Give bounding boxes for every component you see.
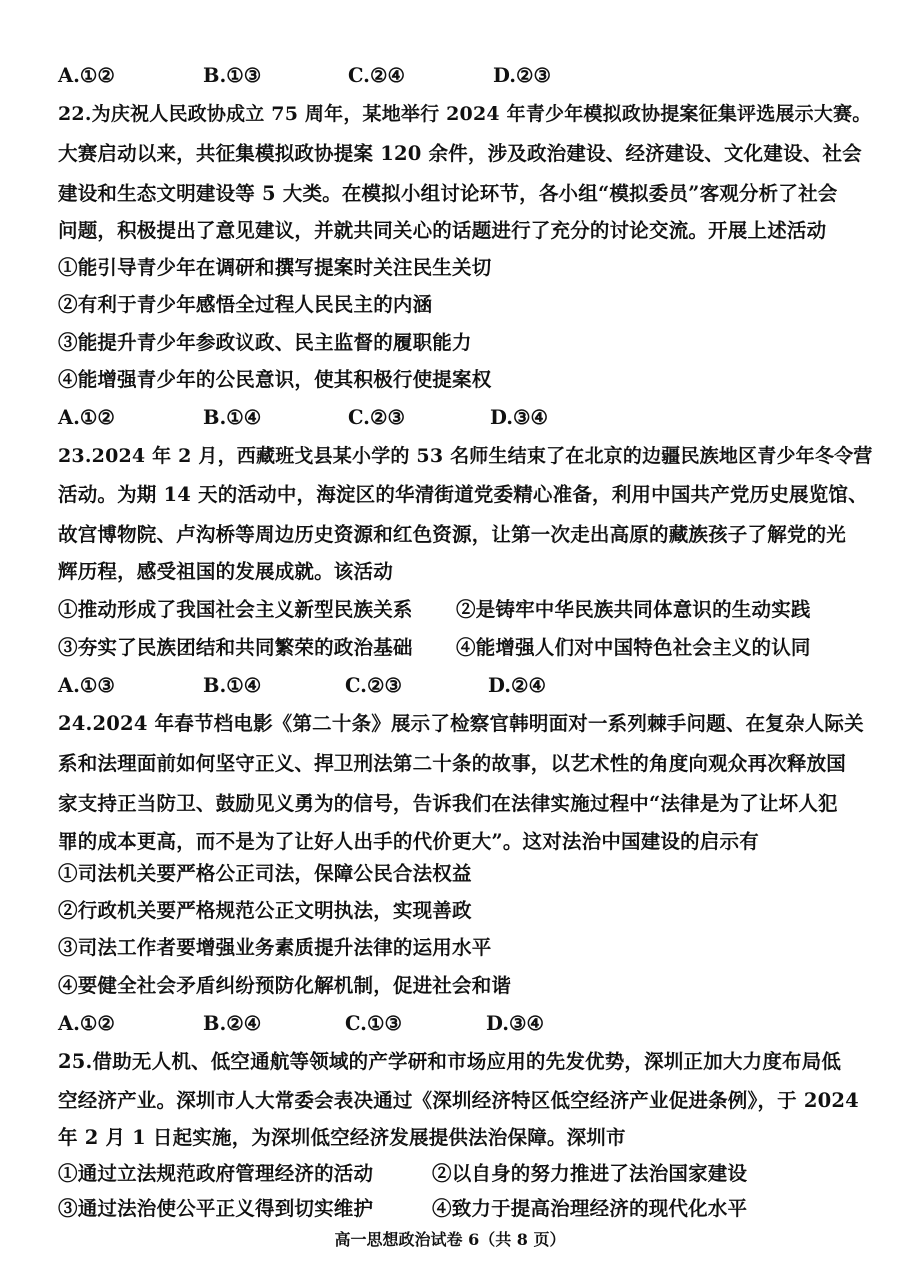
q25-statement-4: ④致力于提高治理经济的现代化水平 <box>432 1197 748 1220</box>
q22-statement-2: ②有利于青少年感悟全过程人民民主的内涵 <box>58 293 433 316</box>
q22-line-2: 大赛启动以来，共征集模拟政协提案 120 余件，涉及政治建设、经济建设、文化建设、社会 <box>58 142 862 165</box>
q23-statement-1: ①推动形成了我国社会主义新型民族关系 <box>58 598 413 621</box>
option-b: B.①③ <box>203 64 262 87</box>
q22-statement-4: ④能增强青少年的公民意识，使其积极行使提案权 <box>58 368 492 391</box>
q24-line-1: 24.2024 年春节档电影《第二十条》展示了检察官韩明面对一系列棘手问题、在复杂人际关 <box>58 712 864 735</box>
option-d: D.②④ <box>488 674 546 697</box>
option-a: A.①② <box>58 406 115 429</box>
q25-statement-2: ②以自身的努力推进了法治国家建设 <box>432 1162 748 1185</box>
q25-line-2: 空经济产业。深圳市人大常委会表决通过《深圳经济特区低空经济产业促进条例》，于 2024 <box>58 1089 859 1112</box>
q22-line-3: 建设和生态文明建设等 5 大类。在模拟小组讨论环节，各小组“模拟委员”客观分析了社会 <box>58 182 838 205</box>
q25-line-1: 25.借助无人机、低空通航等领域的产学研和市场应用的先发优势，深圳正加大力度布局低 <box>58 1050 842 1073</box>
option-a: A.①② <box>58 64 115 87</box>
option-c: C.②③ <box>345 674 402 697</box>
q22-statement-3: ③能提升青少年参政议政、民主监督的履职能力 <box>58 331 472 354</box>
q24-line-3: 家支持正当防卫、鼓励见义勇为的信号，告诉我们在法律实施过程中“法律是为了让坏人犯 <box>58 792 838 815</box>
option-b: B.①④ <box>203 674 262 697</box>
q23-line-3: 故宫博物院、卢沟桥等周边历史资源和红色资源，让第一次走出高原的藏族孩子了解党的光 <box>58 523 847 546</box>
q23-statement-2: ②是铸牢中华民族共同体意识的生动实践 <box>456 598 811 621</box>
q23-statement-4: ④能增强人们对中国特色社会主义的认同 <box>456 636 811 659</box>
q25-line-3: 年 2 月 1 日起实施，为深圳低空经济发展提供法治保障。深圳市 <box>58 1126 626 1149</box>
q22-statement-1: ①能引导青少年在调研和撰写提案时关注民生关切 <box>58 256 492 279</box>
q25-statement-3: ③通过法治使公平正义得到切实维护 <box>58 1197 374 1220</box>
q24-statement-2: ②行政机关要严格规范公正文明执法，实现善政 <box>58 899 472 922</box>
option-b: B.②④ <box>203 1012 262 1035</box>
option-d: D.③④ <box>490 406 548 429</box>
q25-statement-1: ①通过立法规范政府管理经济的活动 <box>58 1162 374 1185</box>
q22-line-4: 问题，积极提出了意见建议，并就共同关心的话题进行了充分的讨论交流。开展上述活动 <box>58 219 827 242</box>
page-footer: 高一思想政治试卷 6（共 8 页） <box>334 1230 566 1249</box>
option-d: D.③④ <box>486 1012 544 1035</box>
q24-statement-3: ③司法工作者要增强业务素质提升法律的运用水平 <box>58 936 492 959</box>
q24-statement-1: ①司法机关要严格公正司法，保障公民合法权益 <box>58 862 472 885</box>
option-c: C.②③ <box>348 406 405 429</box>
q24-line-4: 罪的成本更高，而不是为了让好人出手的代价更大”。这对法治中国建设的启示有 <box>58 830 759 853</box>
option-c: C.②④ <box>348 64 405 87</box>
option-a: A.①② <box>58 1012 115 1035</box>
q23-line-1: 23.2024 年 2 月，西藏班戈县某小学的 53 名师生结束了在北京的边疆民族地区青少年冬令营 <box>58 445 873 467</box>
q22-line-1: 22.为庆祝人民政协成立 75 周年，某地举行 2024 年青少年模拟政协提案征集评选展示大赛。 <box>58 103 872 125</box>
option-b: B.①④ <box>203 406 262 429</box>
option-c: C.①③ <box>345 1012 402 1035</box>
option-d: D.②③ <box>493 64 551 87</box>
q23-line-2: 活动。为期 14 天的活动中，海淀区的华清街道党委精心准备，利用中国共产党历史展览馆、 <box>58 483 868 506</box>
q24-statement-4: ④要健全社会矛盾纠纷预防化解机制，促进社会和谐 <box>58 974 512 997</box>
q23-line-4: 辉历程，感受祖国的发展成就。该活动 <box>58 560 393 583</box>
q23-statement-3: ③夯实了民族团结和共同繁荣的政治基础 <box>58 636 413 659</box>
q24-line-2: 系和法理面前如何坚守正义、捍卫刑法第二十条的故事，以艺术性的角度向观众再次释放国 <box>58 752 847 775</box>
option-a: A.①③ <box>58 674 115 697</box>
